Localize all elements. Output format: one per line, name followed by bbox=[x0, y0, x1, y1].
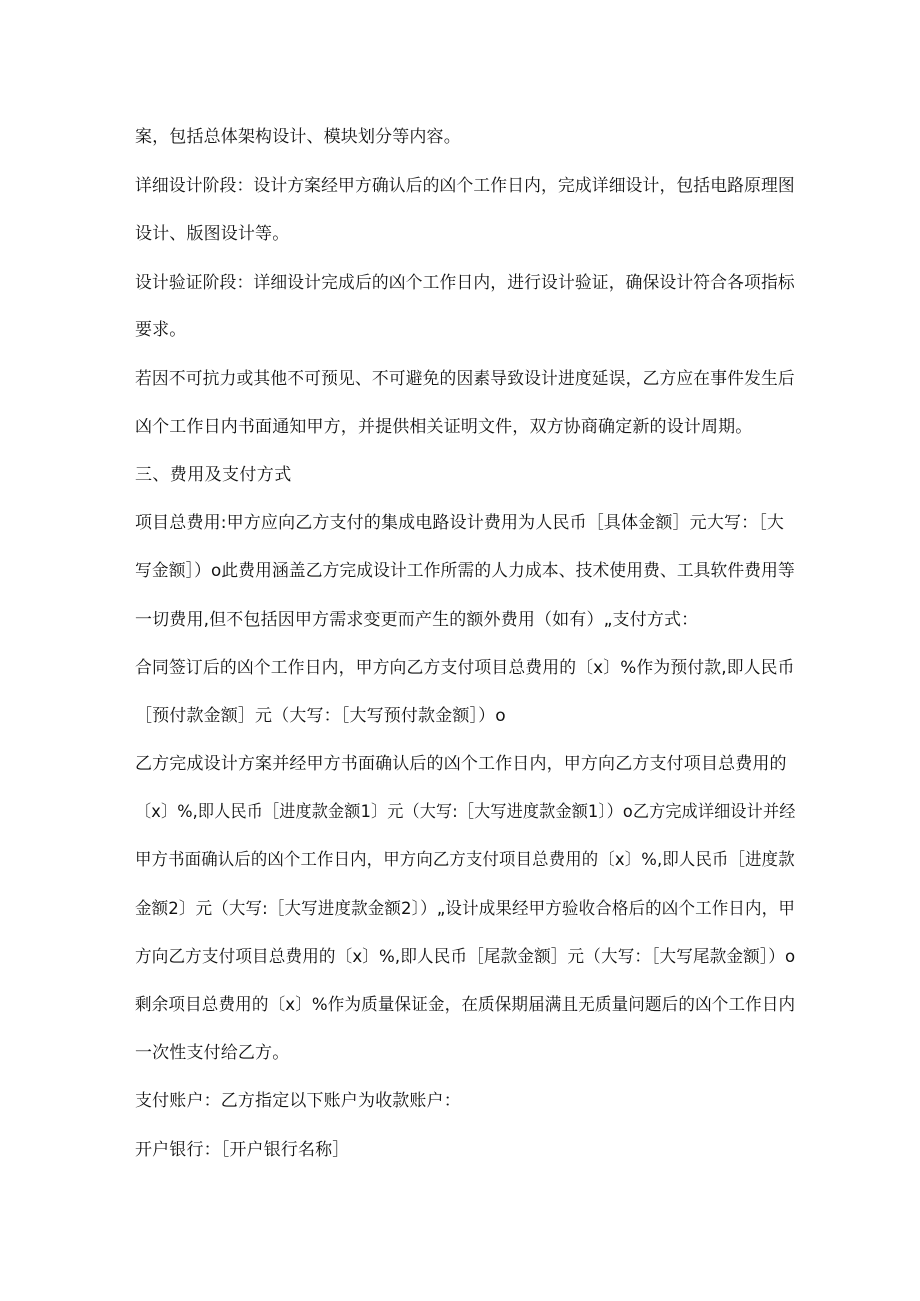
paragraph-line: 凶个工作日内书面通知甲方，并提供相关证明文件，双方协商确定新的设计周期。 bbox=[135, 417, 753, 437]
paragraph-line: 项目总费用:甲方应向乙方支付的集成电路设计费用为人民币［具体金额］元大写：［大 bbox=[135, 513, 785, 533]
paragraph-line: ［预付款金额］元（大写：［大写预付款金额］）o bbox=[135, 706, 506, 726]
paragraph-line: 甲方书面确认后的凶个工作日内，甲方向乙方支付项目总费用的〔x〕%,即人民币［进度款 bbox=[135, 850, 795, 870]
paragraph-line: 支付账户：乙方指定以下账户为收款账户： bbox=[135, 1091, 461, 1111]
paragraph-line: 开户银行：［开户银行名称］ bbox=[135, 1140, 350, 1160]
paragraph-line: 乙方完成设计方案并经甲方书面确认后的凶个工作日内，甲方向乙方支付项目总费用的 bbox=[135, 754, 787, 774]
paragraph-line: 剩余项目总费用的〔x〕%作为质量保证金，在质保期届满且无质量问题后的凶个工作日内 bbox=[135, 995, 796, 1015]
paragraph-line: 设计、版图设计等。 bbox=[135, 224, 290, 244]
paragraph-line: 〔x〕%,即人民币［进度款金额1〕元（大写:［大写进度款金额1〕）o乙方完成详细设计并经 bbox=[135, 802, 796, 822]
paragraph-line: 设计验证阶段：详细设计完成后的凶个工作日内，进行设计验证，确保设计符合各项指标 bbox=[135, 273, 795, 293]
paragraph-line: 方向乙方支付项目总费用的〔x〕%,即人民币［尾款金额］元（大写：［大写尾款金额］）o bbox=[135, 947, 796, 967]
paragraph-line: 详细设计阶段：设计方案经甲方确认后的凶个工作日内，完成详细设计，包括电路原理图 bbox=[135, 176, 795, 196]
paragraph-line: 一切费用,但不包括因甲方需求变更而产生的额外费用（如有）„支付方式： bbox=[135, 610, 699, 630]
paragraph-line: 金额2〕元（大写:［大写进度款金额2〕）„设计成果经甲方验收合格后的凶个工作日内，甲 bbox=[135, 899, 795, 919]
paragraph-line: 写金额］）o此费用涵盖乙方完成设计工作所需的人力成本、技术使用费、工具软件费用等 bbox=[135, 561, 795, 581]
paragraph-line: 案，包括总体架构设计、模块划分等内容。 bbox=[135, 127, 461, 147]
paragraph-line: 要求。 bbox=[135, 320, 187, 340]
paragraph-line: 若因不可抗力或其他不可预见、不可避免的因素导致设计进度延误，乙方应在事件发生后 bbox=[135, 369, 795, 389]
paragraph-line: 一次性支付给乙方。 bbox=[135, 1043, 290, 1063]
paragraph-line: 合同签订后的凶个工作日内，甲方向乙方支付项目总费用的〔x〕%作为预付款,即人民币 bbox=[135, 658, 795, 678]
section-heading: 三、费用及支付方式 bbox=[135, 465, 292, 485]
